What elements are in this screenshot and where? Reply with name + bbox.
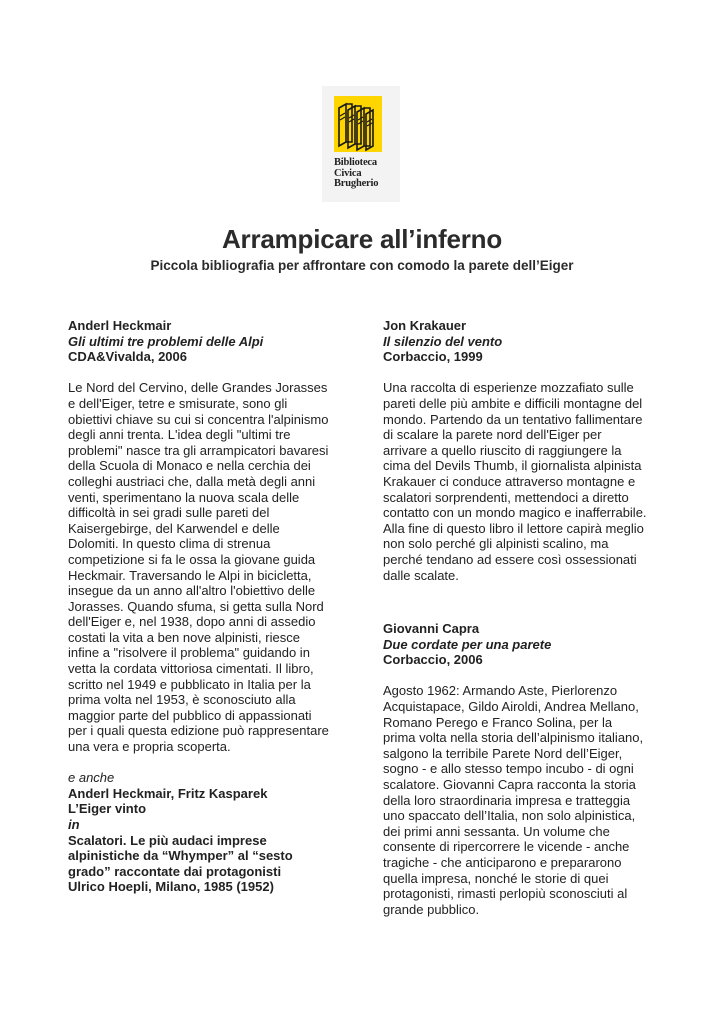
logo-wordmark — [334, 158, 378, 190]
description-line: mondo. Partendo da un tentativo fallimentare — [383, 411, 643, 427]
logo-line-1: Biblioteca — [334, 157, 377, 168]
description-line: consente di ripercorrere le vicende - anche — [383, 839, 630, 855]
book-title: Due cordate per una parete — [383, 636, 552, 652]
logo-line-2: Civica — [334, 167, 362, 179]
description-line: dei primi anni sessanta. Un volume che — [383, 823, 610, 839]
description-line: quella impresa, nonché le storie di quei — [383, 870, 609, 886]
book-author: Anderl Heckmair — [68, 318, 172, 333]
right-column — [383, 318, 683, 917]
description-line: scalatori sorprendenti, mettendoci a diretto — [383, 489, 629, 505]
description-line: prima volta nel 1953, è sconosciuto alla — [68, 692, 296, 708]
description-line: Acquistapace, Gildo Airoldi, Andrea Mellano, — [383, 699, 639, 715]
book-publisher: CDA&Vivalda, 2006 — [68, 349, 187, 365]
description-line: Agosto 1962: Armando Aste, Pierlorenzo — [383, 683, 618, 699]
description-line: della Scuola di Monaco e nella cerchia dei — [68, 458, 311, 474]
left-column — [68, 318, 368, 895]
description-line: Dolomiti. In questo clima di strenua — [68, 536, 271, 552]
logo-line-3: Brugherio — [334, 178, 379, 189]
description-line: pareti delle più ambite e difficili montagne del — [383, 395, 643, 411]
also-publisher: Ulrico Hoepli, Milano, 1985 (1952) — [68, 879, 274, 895]
description-line: della loro straordinaria impresa e tratteggia — [383, 792, 631, 808]
also-collection-line: grado” raccontate dai protagonisti — [68, 863, 282, 879]
description-line: una vera e propria scoperta. — [68, 739, 231, 755]
book-author: Jon Krakauer — [383, 318, 467, 333]
description-line: Jorasses. Quando sfuma, si getta sulla Nord — [68, 598, 324, 614]
description-line: venti, sperimentano la nuova scala delle — [68, 489, 300, 505]
books-icon — [334, 96, 382, 152]
description-line: Alla fine di questo libro il lettore capirà meglio — [383, 520, 644, 536]
book-publisher: Corbaccio, 1999 — [383, 349, 483, 365]
book-title: Gli ultimi tre problemi delle Alpi — [68, 333, 264, 349]
description-line: Una raccolta di esperienze mozzafiato sulle — [383, 380, 634, 396]
also-authors: Anderl Heckmair, Fritz Kasparek — [68, 785, 268, 801]
description-line: perché tendano ad essere così ossessionati — [383, 551, 637, 567]
description-line: non solo perché gli alpinisti scalino, ma — [383, 536, 609, 552]
description-line: protagonisti, rimasti perlopiù sconosciuti al — [383, 886, 628, 902]
also-title: L’Eiger vinto — [68, 801, 147, 817]
description-line: Romano Perego e Franco Solina, per la — [383, 714, 613, 730]
also-collection-line: alpinistiche da “Whymper” al “sesto — [68, 848, 293, 864]
book-publisher: Corbaccio, 2006 — [383, 652, 483, 668]
description-line: dalle scalate. — [383, 567, 459, 583]
description-line: scritto nel 1949 e pubblicato in Italia per la — [68, 676, 311, 692]
also-collection-line: Scalatori. Le più audaci imprese — [68, 832, 267, 848]
also-label: e anche — [68, 770, 115, 786]
description-line: tragiche - che anticiparono e prepararono — [383, 855, 622, 870]
description-line: infine a "risolvere il problema" guidando in — [68, 645, 310, 661]
book-description — [68, 380, 368, 754]
description-line: cima del Devils Thumb, il giornalista alpinista — [383, 458, 642, 474]
description-line: competizione si fa le ossa la giovane guida — [68, 551, 316, 567]
description-line: difficoltà in sei gradi sulle pareti del — [68, 505, 270, 521]
description-line: grande pubblico. — [383, 901, 480, 917]
description-line: problemi" nasce tra gli arrampicatori bavaresi — [68, 442, 329, 458]
book-title: Il silenzio del vento — [383, 333, 503, 349]
description-line: Krakauer ci conduce attraverso montagne e — [383, 473, 636, 489]
book-description — [383, 683, 683, 917]
description-line: degli anni trenta. L'idea degli "ultimi tre — [68, 427, 291, 443]
description-line: insegue da un anno all'altro l'obiettivo delle — [68, 583, 316, 599]
description-line: maggior parte del pubblico di appassionati — [68, 707, 312, 723]
description-line: contatto con un mondo magico e inafferrabile. — [383, 505, 647, 521]
description-line: e dell'Eiger, tetre e smisurate, sono gli — [68, 395, 288, 411]
description-line: per i quali questa edizione può rappresentare — [68, 723, 329, 739]
description-line: uno spaccato dell’Italia, non solo alpinistica, — [383, 808, 636, 824]
description-line: di scalare la parete nord dell'Eiger per — [383, 427, 602, 443]
book-author: Giovanni Capra — [383, 621, 480, 637]
description-line: obiettivi chiave su cui si concentra l'alpinismo — [68, 411, 329, 427]
description-line: Kaisergebirge, del Karwendel e delle — [68, 520, 280, 536]
also-in: in — [68, 817, 80, 832]
description-line: arrivare a quello riuscito di raggiungere la — [383, 442, 622, 458]
description-line: Heckmair. Traversando le Alpi in bicicletta, — [68, 567, 312, 583]
page-subtitle: Piccola bibliografia per affrontare con comodo la parete dell’Eiger — [150, 258, 574, 273]
description-line: costati la vita a ben nove alpinisti, riesce — [68, 629, 300, 645]
description-line: sogno - e allo stesso tempo incubo - di ogni — [383, 761, 634, 777]
page-title: Arrampicare all’inferno — [221, 224, 503, 254]
description-line: salgono la terribile Parete Nord dell’Eiger, — [383, 745, 623, 761]
description-line: dell'Eiger e, nel 1938, dopo anni di assedio — [68, 614, 316, 630]
description-line: prima volta nella storia dell’alpinismo italiano, — [383, 730, 644, 746]
description-line: scalatore. Giovanni Capra racconta la storia — [383, 777, 636, 793]
description-line: Le Nord del Cervino, delle Grandes Jorasses — [68, 380, 328, 396]
library-logo — [322, 86, 400, 202]
description-line: colleghi austriaci che, dalla metà degli anni — [68, 473, 316, 489]
book-description — [383, 380, 683, 583]
description-line: vetta la cordata vittoriosa cimentati. Il libro, — [68, 661, 314, 677]
